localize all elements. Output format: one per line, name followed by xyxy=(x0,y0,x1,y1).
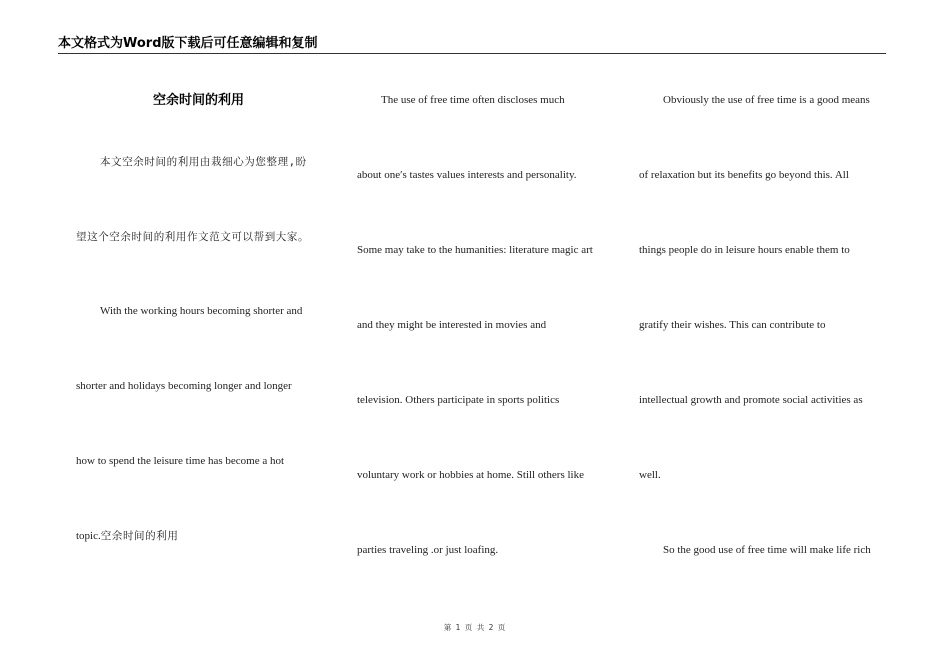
text-line: of relaxation but its benefits go beyond this. All xyxy=(639,169,849,181)
text-line xyxy=(76,529,321,543)
text-column-1 xyxy=(76,0,321,600)
text-column-3 xyxy=(639,0,889,600)
article-title: 空余时间的利用 xyxy=(152,93,244,108)
text-line: well. xyxy=(639,469,661,481)
text-line: gratify their wishes. This can contribute to xyxy=(639,319,826,331)
text-line: and they might be interested in movies and xyxy=(357,319,547,331)
text-line: Obviously the use of free time is a good means xyxy=(663,94,870,106)
text-line: how to spend the leisure time has become a hot xyxy=(76,455,285,467)
text-line: television. Others participate in sports politics xyxy=(357,394,560,406)
text-fragment: 空余时间的利用 xyxy=(100,530,179,542)
text-fragment: topic. xyxy=(76,530,101,542)
text-line: So the good use of free time will make life rich xyxy=(663,544,871,556)
text-line: parties traveling .or just loafing. xyxy=(357,544,499,556)
text-line: voluntary work or hobbies at home. Still others like xyxy=(357,469,584,481)
text-line: about one′s tastes values interests and personality. xyxy=(357,169,577,181)
text-column-2 xyxy=(357,0,612,600)
text-line: intellectual growth and promote social activities as xyxy=(639,394,863,406)
text-line: 望这个空余时间的利用作文范文可以帮到大家。 xyxy=(76,231,310,243)
text-line: shorter and holidays becoming longer and longer xyxy=(76,380,292,392)
header-title: 本文格式为Word版下载后可任意编辑和复制 xyxy=(58,36,318,51)
text-line: With the working hours becoming shorter and xyxy=(100,305,303,317)
text-line: 本文空余时间的利用由栽细心为您整理,盼 xyxy=(100,156,307,168)
text-line: things people do in leisure hours enable them to xyxy=(639,244,850,256)
text-line: Some may take to the humanities: literature magic art xyxy=(357,244,593,256)
page-number: 第 1 页 共 2 页 xyxy=(443,623,507,632)
text-line: The use of free time often discloses much xyxy=(381,94,565,106)
